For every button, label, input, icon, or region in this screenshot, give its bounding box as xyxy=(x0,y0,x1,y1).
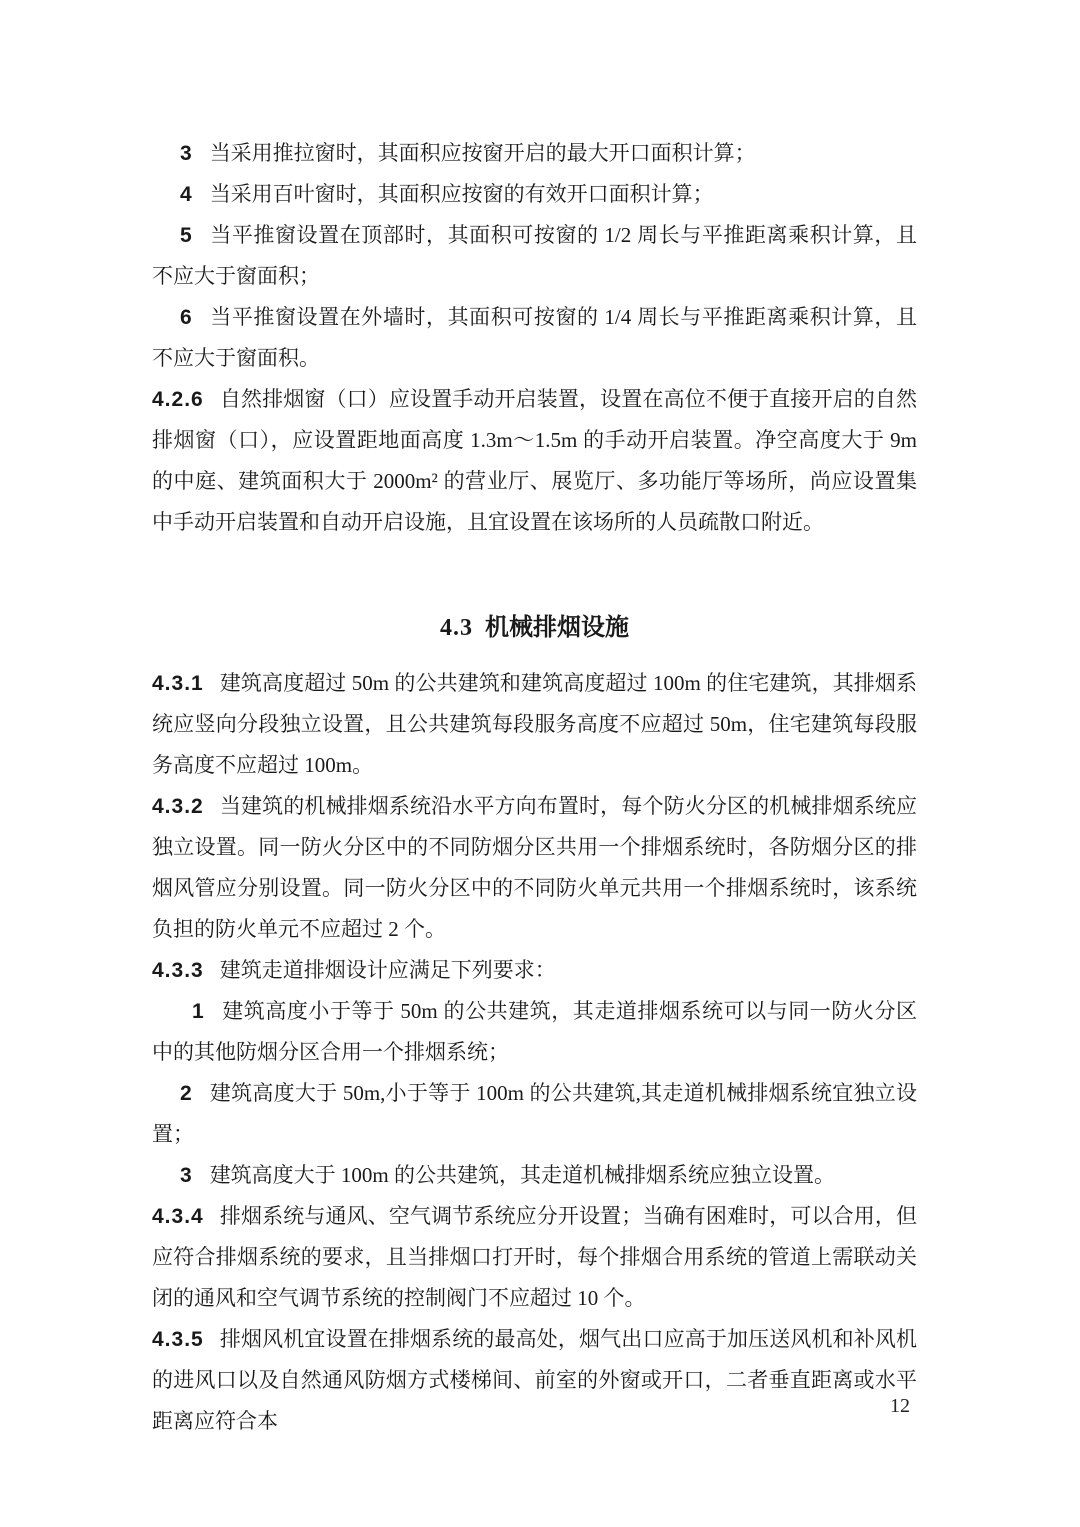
list-item-3b xyxy=(152,1155,917,1196)
clause-number: 4.3.3 xyxy=(152,959,204,982)
clause-number: 4.3.2 xyxy=(152,795,204,818)
clause-text: 自然排烟窗（口）应设置手动开启装置，设置在高位不便于直接开启的自然排烟窗（口），应设置距地面高度 1.3m～1.5m 的手动开启装置。净空高度大于 9m 的中庭、建筑面积大于 2000m² 的营业厅、展览厅、多功能厅等场所，尚应设置集中手动开启装置和自动开启设施，且宜设置在该场所的人员疏散口附近。 xyxy=(152,387,917,534)
clause-number: 4.2.6 xyxy=(152,388,204,411)
clause-text: 当建筑的机械排烟系统沿水平方向布置时，每个防火分区的机械排烟系统应独立设置。同一防火分区中的不同防烟分区共用一个排烟系统时，各防烟分区的排烟风管应分别设置。同一防火分区中的不同防火单元共用一个排烟系统时，该系统负担的防火单元不应超过 2 个。 xyxy=(152,794,917,941)
section-title: 机械排烟设施 xyxy=(485,615,629,641)
page-number: 12 xyxy=(890,1395,910,1417)
item-text: 建筑高度小于等于 50m 的公共建筑，其走道排烟系统可以与同一防火分区中的其他防烟分区合用一个排烟系统； xyxy=(152,999,917,1064)
clause-4-3-5 xyxy=(152,1319,917,1442)
section-heading xyxy=(152,608,917,649)
list-item-3 xyxy=(152,133,917,174)
section-number: 4.3 xyxy=(440,615,473,641)
clause-number: 4.3.4 xyxy=(152,1205,204,1228)
item-text: 当采用推拉窗时，其面积应按窗开启的最大开口面积计算； xyxy=(209,141,756,165)
item-text: 当平推窗设置在顶部时，其面积可按窗的 1/2 周长与平推距离乘积计算，且不应大于窗面积； xyxy=(152,223,917,288)
clause-text: 排烟风机宜设置在排烟系统的最高处，烟气出口应高于加压送风机和补风机的进风口以及自然通风防烟方式楼梯间、前室的外窗或开口，二者垂直距离或水平距离应符合本 xyxy=(152,1327,917,1433)
item-number: 3 xyxy=(180,1164,193,1187)
clause-text: 建筑走道排烟设计应满足下列要求： xyxy=(219,958,556,982)
item-text: 建筑高度大于 100m 的公共建筑，其走道机械排烟系统应独立设置。 xyxy=(209,1163,836,1187)
item-number: 4 xyxy=(180,183,193,206)
clause-text: 建筑高度超过 50m 的公共建筑和建筑高度超过 100m 的住宅建筑，其排烟系统应竖向分段独立设置，且公共建筑每段服务高度不应超过 50m，住宅建筑每段服务高度不应超过 100m。 xyxy=(152,671,917,777)
item-number: 2 xyxy=(180,1082,193,1105)
item-number: 5 xyxy=(180,224,193,247)
item-text: 当采用百叶窗时，其面积应按窗的有效开口面积计算； xyxy=(209,182,714,206)
list-item-2 xyxy=(152,1073,917,1155)
clause-4-3-3 xyxy=(152,950,917,991)
list-item-1 xyxy=(152,991,917,1073)
clause-4-3-2 xyxy=(152,786,917,950)
item-number: 6 xyxy=(180,306,193,329)
list-item-6 xyxy=(152,297,917,379)
clause-text: 排烟系统与通风、空气调节系统应分开设置；当确有困难时，可以合用，但应符合排烟系统的要求，且当排烟口打开时，每个排烟合用系统的管道上需联动关闭的通风和空气调节系统的控制阀门不应超过 10 个。 xyxy=(152,1204,917,1310)
clause-4-3-1 xyxy=(152,663,917,786)
clause-number: 4.3.1 xyxy=(152,672,204,695)
item-number: 1 xyxy=(192,1000,205,1023)
clause-4-2-6 xyxy=(152,379,917,543)
list-item-5 xyxy=(152,215,917,297)
clause-4-3-4 xyxy=(152,1196,917,1319)
clause-number: 4.3.5 xyxy=(152,1328,204,1351)
item-number: 3 xyxy=(180,142,193,165)
item-text: 建筑高度大于 50m,小于等于 100m 的公共建筑,其走道机械排烟系统宜独立设置； xyxy=(152,1081,917,1146)
list-item-4 xyxy=(152,174,917,215)
item-text: 当平推窗设置在外墙时，其面积可按窗的 1/4 周长与平推距离乘积计算，且不应大于窗面积。 xyxy=(152,305,917,370)
